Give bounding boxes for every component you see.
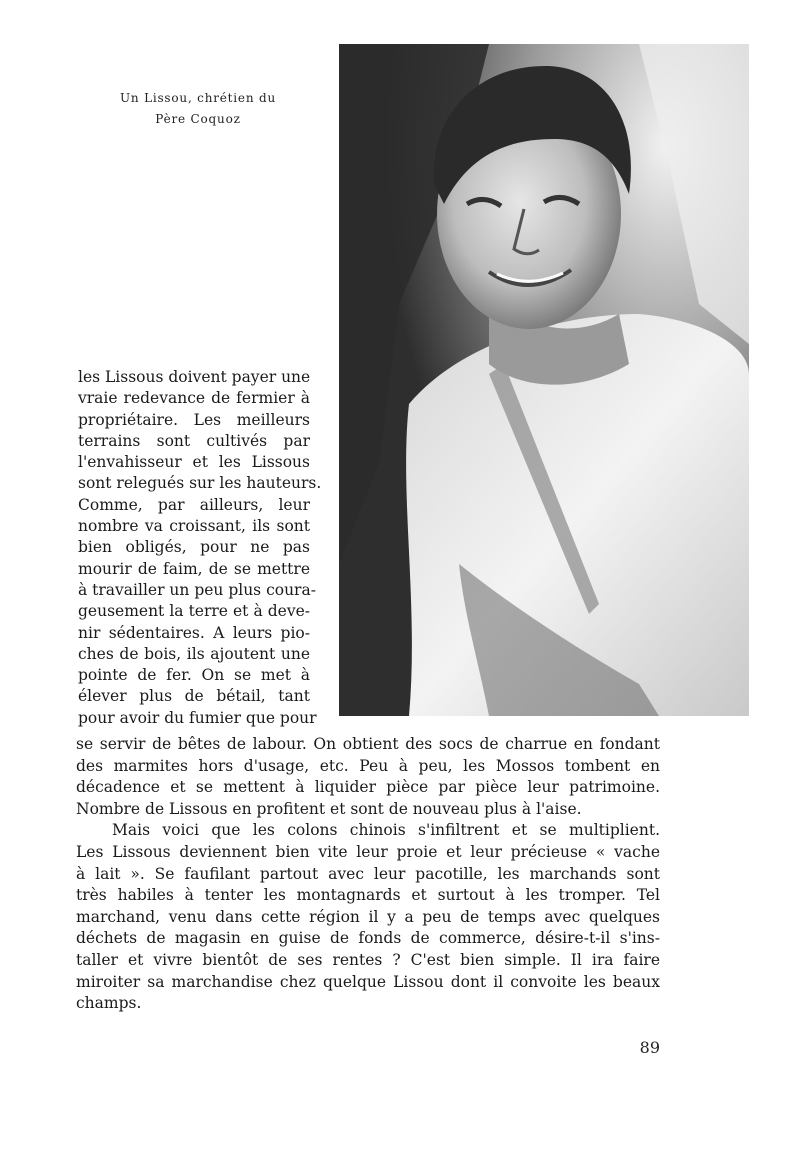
text-line: miroiter sa marchandise chez quelque Lissou dont il convoite les beaux: [76, 972, 660, 991]
text-line: geusement la terre et à deve-: [78, 602, 310, 621]
text-line: se servir de bêtes de labour. On obtient des socs de charrue en fondant: [76, 735, 660, 753]
text-line: pour avoir du fumier que pour: [78, 708, 317, 727]
text-line: Mais voici que les colons chinois s'infiltrent et se multiplient.: [112, 821, 660, 840]
text-line: Nombre de Lissous en profitent et sont de nouveau plus à l'aise.: [76, 799, 582, 818]
text-line: champs.: [76, 994, 142, 1013]
text-line: très habiles à tenter les montagnards et surtout à les tromper. Tel: [76, 886, 660, 905]
text-line: ches de bois, ils ajoutent une: [78, 644, 310, 663]
text-line: l'envahisseur et les Lissous: [78, 453, 310, 472]
text-line: à lait ». Se faufilant partout avec leur pacotille, les marchands sont: [76, 864, 660, 883]
text-line: à travailler un peu plus coura-: [78, 580, 316, 599]
page-number: 89: [639, 1038, 660, 1057]
text-line: sont relegués sur les hauteurs.: [78, 474, 322, 493]
text-line: Les Lissous deviennent bien vite leur proie et leur précieuse « vache: [76, 842, 660, 861]
portrait-photo: [339, 44, 749, 716]
text-line: élever plus de bétail, tant: [78, 687, 310, 706]
text-line: des marmites hors d'usage, etc. Peu à peu, les Mossos tombent en: [76, 756, 660, 775]
text-line: les Lissous doivent payer une: [78, 368, 311, 386]
portrait-photo-drawing: [339, 44, 749, 716]
text-line: mourir de faim, de se mettre: [78, 559, 310, 578]
text-line: décadence et se mettent à liquider pièce par pièce leur patrimoine.: [76, 778, 660, 797]
text-line: déchets de magasin en guise de fonds de commerce, désire-t-il s'ins-: [76, 929, 660, 948]
text-line: nombre va croissant, ils sont: [78, 517, 310, 536]
body-paragraphs: [76, 734, 660, 1015]
text-line: bien obligés, pour ne pas: [78, 538, 310, 557]
text-line: marchand, venu dans cette région il y a peu de temps avec quelques: [76, 907, 660, 926]
text-line: taller et vivre bientôt de ses rentes ? C'est bien simple. Il ira faire: [76, 950, 660, 969]
photo-caption: [100, 88, 296, 130]
text-line: terrains sont cultivés par: [78, 431, 310, 450]
text-line: vraie redevance de fermier à: [78, 389, 310, 408]
text-line: pointe de fer. On se met à: [78, 666, 310, 685]
caption-line: Un Lissou, chrétien du: [120, 91, 276, 105]
text-line: propriétaire. Les meilleurs: [78, 410, 310, 429]
text-line: Comme, par ailleurs, leur: [78, 495, 310, 514]
column-paragraph: [78, 367, 322, 729]
caption-line: Père Coquoz: [155, 112, 241, 126]
text-line: nir sédentaires. A leurs pio-: [78, 623, 310, 642]
